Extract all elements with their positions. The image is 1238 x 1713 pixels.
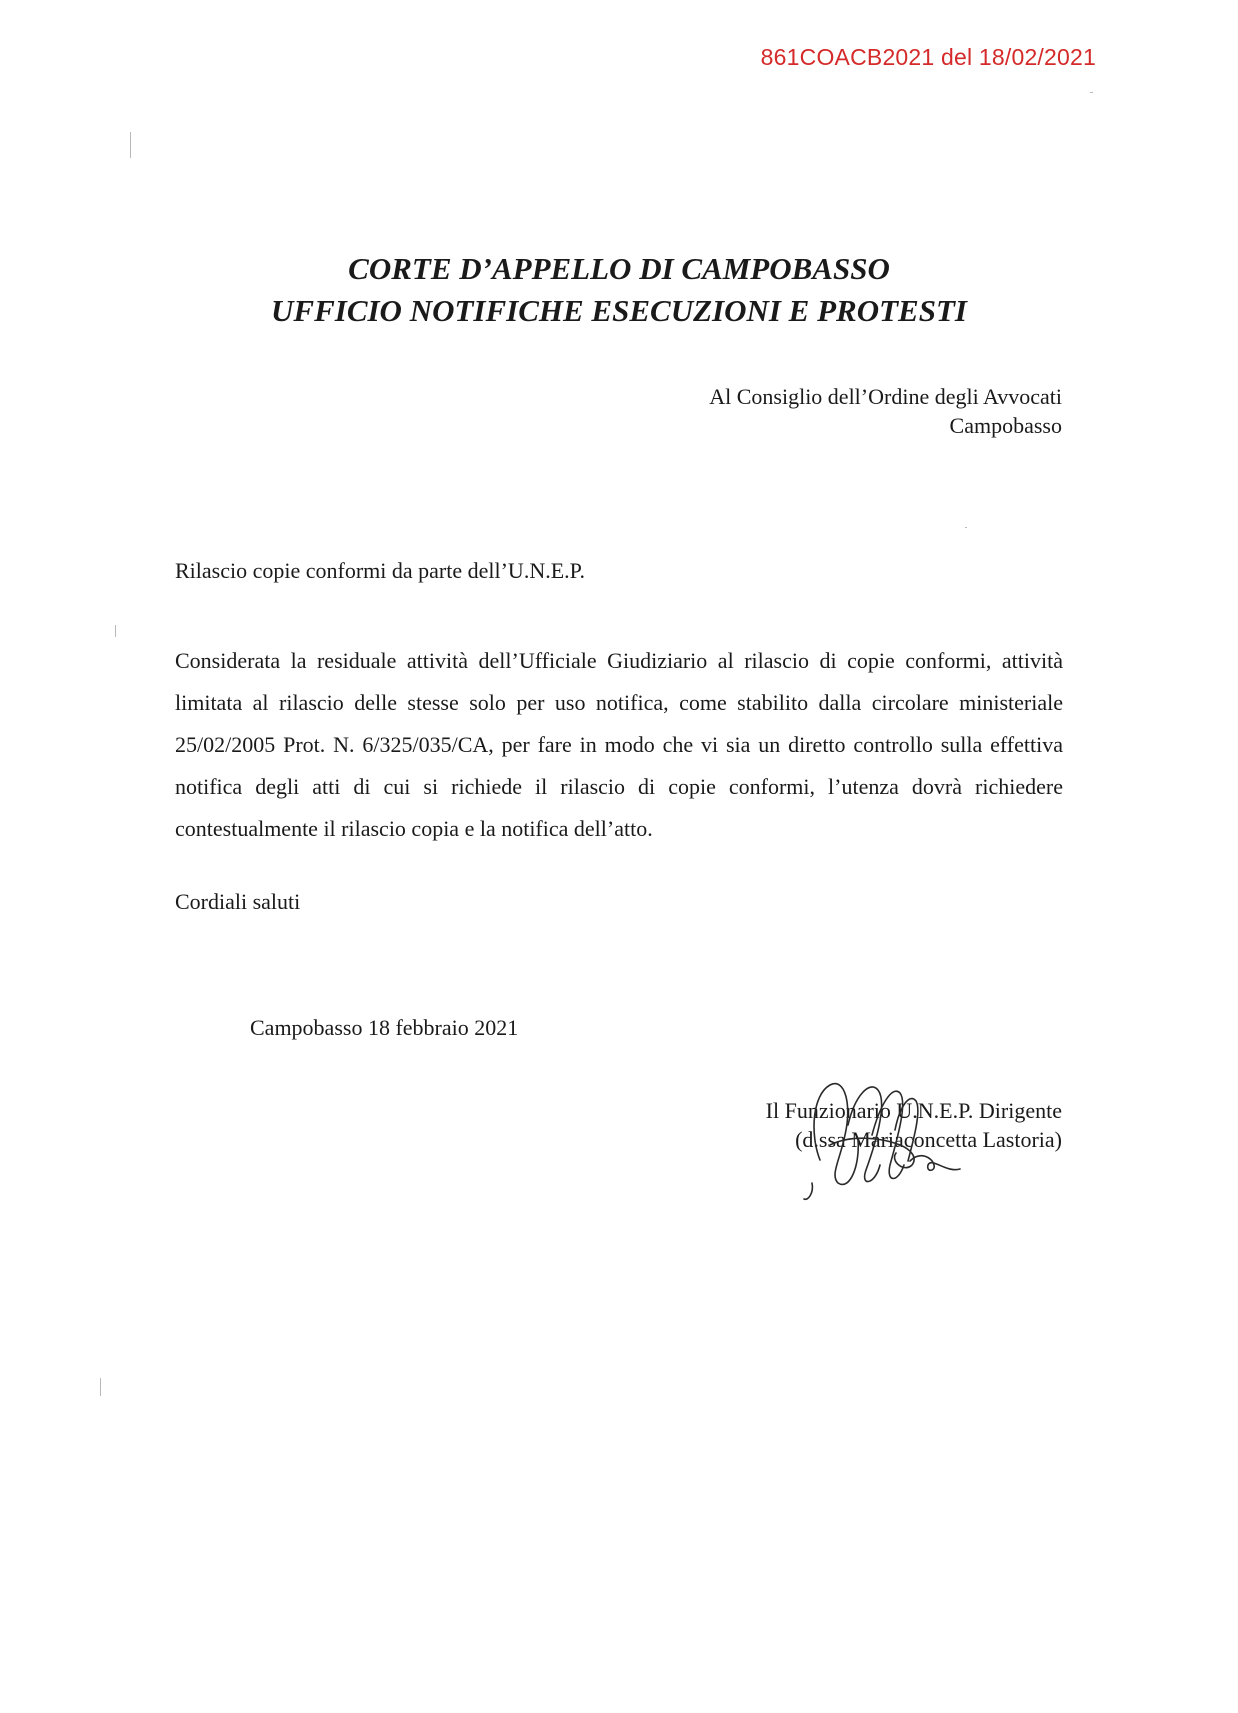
protocol-stamp: 861COACB2021 del 18/02/2021 (760, 44, 1096, 70)
letterhead-court: CORTE D’APPELLO DI CAMPOBASSO (348, 251, 890, 286)
letter-body: Considerata la residuale attività dell’Ufficiale Giudiziario al rilascio di copie conformi, attività limitata al rilascio delle stesse solo per uso notifica, come stabilito dalla circolare ministeriale 25/02/2005 Prot. N. 6/325/035/CA, per fare in modo che vi sia un diretto controllo sulla effettiva notifica degli atti di cui si richiede il rilascio di copie conformi, l’utenza dovrà richiedere contestualmente il rilascio copia e la notifica dell’atto. (175, 648, 1063, 841)
letterhead-office: UFFICIO NOTIFICHE ESECUZIONI E PROTESTI (271, 293, 967, 328)
scan-speck (130, 132, 131, 158)
recipient-name: Al Consiglio dell’Ordine degli Avvocati (709, 384, 1062, 409)
scan-speck (115, 625, 116, 637)
scan-speck (100, 1378, 101, 1396)
handwritten-signature-icon (800, 1065, 970, 1205)
letter-closing: Cordiali saluti (175, 889, 301, 914)
scan-speck (1090, 92, 1093, 93)
recipient-city: Campobasso (949, 413, 1062, 438)
letterhead (0, 248, 1238, 332)
letter-subject: Rilascio copie conformi da parte dell’U.N.E.P. (175, 558, 585, 583)
recipient-block (709, 382, 1062, 440)
signer-name: (d.ssa Mariaconcetta Lastoria) (795, 1127, 1062, 1152)
signer-title: Il Funzionario U.N.E.P. Dirigente (765, 1098, 1062, 1123)
place-and-date: Campobasso 18 febbraio 2021 (250, 1015, 519, 1040)
scan-speck (965, 527, 967, 528)
